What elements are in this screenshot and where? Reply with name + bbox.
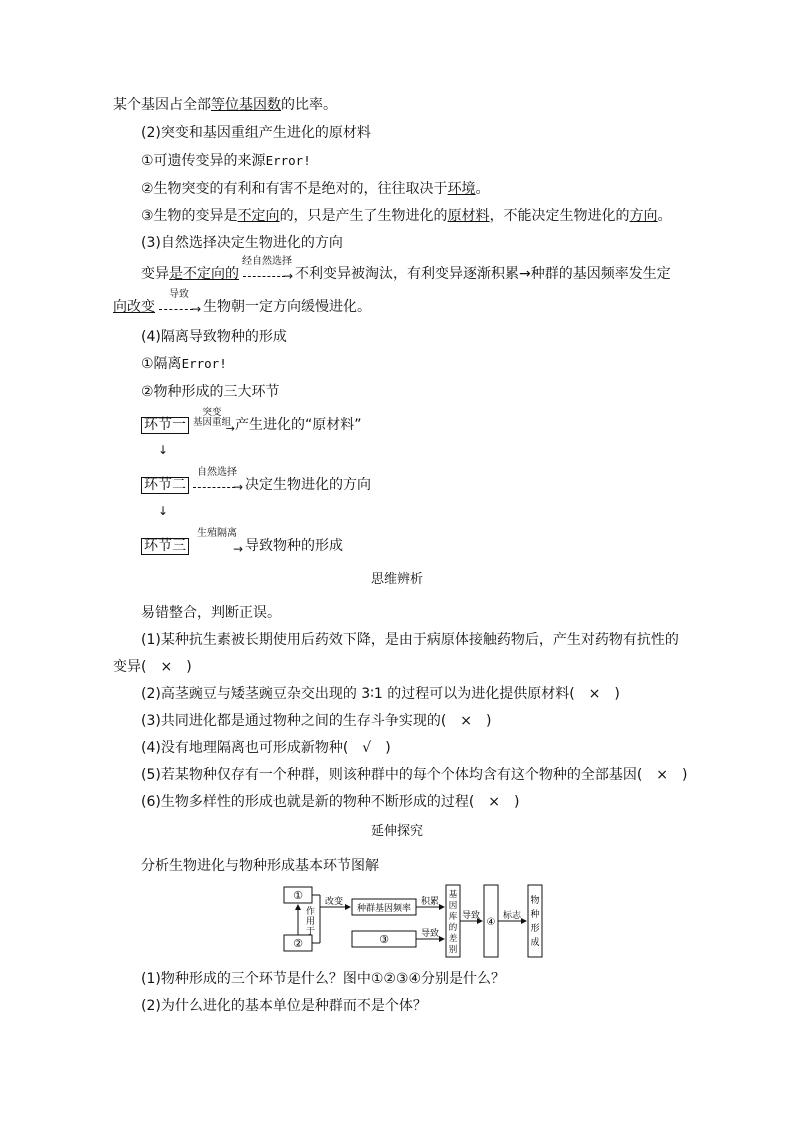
marker-label: 标志 [502,911,522,921]
judgement-item: (1)某种抗生素被长期使用后药效下降，是由于病原体接触药物后，产生对药物有抗性的 [141,632,679,648]
stage-label: 环节三 [141,538,189,555]
underlined-term: 环境 [447,181,476,197]
underlined-term: 等位基因数 [211,97,281,113]
judgement-item: (4)没有地理隔离也可形成新物种( √ ) [141,740,391,756]
lead-label-2: 导致 [461,911,481,921]
label-2: ② [293,937,303,950]
species-char: 形 [530,924,540,934]
label-4: ④ [486,917,496,928]
error-text: Error! [181,356,227,371]
acts-on-1: 作 [306,907,316,917]
underlined-term: 向改变 [113,299,155,315]
lead-label-1: 导致 [420,929,440,939]
heading-2: (2)突变和基因重组产生进化的原材料 [141,125,371,141]
down-arrow: ↓ [158,504,169,518]
underlined-term: 不定向 [237,208,280,224]
gene-pool-char: 的 [448,923,458,933]
acts-on-2: 用 [306,917,316,927]
heading-4: (4)隔离导致物种的形成 [141,329,287,345]
change-label: 改变 [324,897,344,907]
stage-label: 环节一 [141,417,189,434]
judgement-item: (6)生物多样性的形成也就是新的物种不断形成的过程( × ) [141,794,520,810]
underlined-term: 方向 [629,208,658,224]
label-3: ③ [379,933,389,946]
down-arrow: ↓ [158,443,169,457]
acts-on-3: 于 [306,927,316,937]
evolution-diagram [280,883,544,959]
underlined-term: 原材料 [447,208,490,224]
stage-3: 环节三 生殖隔离 → 导致物种的形成 [141,537,343,555]
label-1: ① [293,889,303,902]
heading-3: (3)自然选择决定生物进化的方向 [141,235,343,251]
analysis-title: 分析生物进化与物种形成基本环节图解 [141,858,379,874]
stage-1: 环节一 突变 基因重组 → 产生进化的“原材料” [141,416,362,434]
accumulate-label: 积累 [420,897,440,907]
gene-pool-char: 别 [448,945,458,955]
section-title-thinking: 思维辨析 [370,572,423,587]
text-line: ①隔离Error! [141,356,227,372]
text-line: ②物种形成的三大环节 [141,384,280,400]
species-char: 物 [530,896,540,906]
text-line: 变异是不定向的 经自然选择 → 不利变异被淘汰，有利变异逐渐积累→种群的基因频率发生定 [141,256,671,283]
underlined-term: 是不定向的 [169,266,239,282]
judgement-item: (2)高茎豌豆与矮茎豌豆杂交出现的 3∶1 的过程可以为进化提供原材料( × ) [141,686,620,702]
text-line: ②生物突变的有利和有害不是绝对的，往往取决于环境。 [141,181,490,197]
gene-pool-char: 差 [448,934,458,944]
text-line: 向改变 导致 → 生物朝一定方向缓慢进化。 [113,289,371,316]
stage-2: 环节二 自然选择 → 决定生物进化的方向 [141,476,371,494]
arrow-lead: 导致 → [157,298,201,316]
error-text: Error! [265,153,311,168]
question-1: (1)物种形成的三个环节是什么？图中①②③④分别是什么？ [141,971,506,987]
intro-text: 易错整合，判断正误。 [141,605,281,621]
species-char: 成 [530,938,540,948]
stage-label: 环节二 [141,477,189,494]
text-line: ③生物的变异是不定向的，只是产生了生物进化的原材料，不能决定生物进化的方向。 [141,208,672,224]
judgement-item: (3)共同进化都是通过物种之间的生存斗争实现的( × ) [141,713,492,729]
gene-pool-char: 因 [448,901,458,911]
section-title-extend: 延伸探究 [370,824,423,839]
judgement-item: (5)若某物种仅存有一个种群，则该种群中的每个个体均含有这个物种的全部基因( × ) [141,767,688,783]
stage-arrow: 自然选择 → [191,476,243,494]
question-2: (2)为什么进化的基本单位是种群而不是个体？ [141,998,427,1014]
gene-pool-char: 基 [448,890,458,900]
gene-frequency-label: 种群基因频率 [356,904,412,914]
arrow-natural-selection: 经自然选择 → [242,256,293,283]
species-char: 种 [530,910,540,920]
judgement-item-cont: 变异( × ) [113,659,192,675]
stage-arrow: 生殖隔离 → [197,528,243,556]
stage-arrow: 突变 基因重组 → [192,407,235,435]
gene-pool-char: 库 [448,912,458,922]
text-line: ①可遗传变异的来源Error! [141,153,311,169]
text-line: 某个基因占全部等位基因数的比率。 [113,97,337,113]
